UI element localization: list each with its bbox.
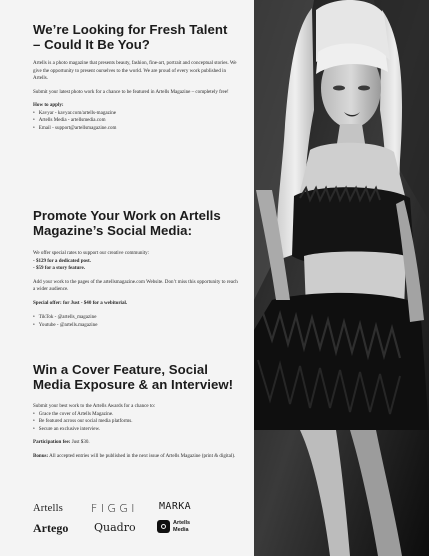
prize-cover: • Grace the cover of Artells Magazine.: [33, 411, 243, 419]
fashion-model-photo: [254, 0, 429, 556]
intro-paragraph: Artells is a photo magazine that presents beauty, fashion, fine-art, portrait and conceptual stories. We give the opportunity to present ourselves to the world. We are proud of every work published in Artells.: [33, 60, 237, 82]
apply-channel-kavyar: • Kavyar - kavyar.com/artells-magazine: [33, 110, 238, 118]
awards-intro: Submit your best work to the Artells Awards for a chance to:: [33, 403, 156, 410]
bonus-paragraph: [33, 453, 243, 461]
partner-logos: [33, 499, 238, 539]
social-tiktok: • TikTok - @artells_magazine: [33, 314, 238, 322]
social-youtube: • Youtube - @artells.magazine: [33, 322, 238, 330]
rates-intro: We offer special rates to support our creative community:: [33, 250, 150, 257]
fee-value: Just $30.: [71, 439, 90, 446]
awards-section: [33, 362, 243, 460]
participation-fee: [33, 439, 243, 447]
apply-channel-email: • Email - support@artellsmagazine.com: [33, 125, 238, 133]
marka-logo: MARKA: [159, 501, 192, 512]
figgi-logo: FIGGI: [91, 502, 138, 515]
artells-media-badge-icon: [157, 520, 170, 533]
prize-interview: • Secure an exclusive interview.: [33, 426, 243, 434]
prizes-block: [33, 403, 243, 433]
fresh-talent-heading: We’re Looking for Fresh Talent – Could It Be You?: [33, 22, 228, 53]
fee-label: Participation fee:: [33, 439, 71, 446]
artells-logo: Artells: [33, 503, 63, 514]
special-offer: Special offer: for Just - $40 for a webitorial.: [33, 299, 128, 306]
quadro-logo: Quadro: [94, 521, 136, 534]
model-photo-illustration: [254, 0, 429, 556]
submit-paragraph: Submit your latest photo work for a chance to be featured in Artells Magazine – completely free!: [33, 88, 229, 95]
apply-channels-list: [33, 110, 238, 133]
awards-heading: Win a Cover Feature, Social Media Exposure & an Interview!: [33, 362, 234, 393]
artells-media-wordmark: Artells Media: [173, 520, 191, 533]
apply-channel-artells-media: • Artells Media - artellsmedia.com: [33, 117, 238, 125]
how-to-apply-label: How to apply:: [33, 102, 64, 109]
social-accounts-list: [33, 314, 238, 329]
prizes-list: [33, 411, 243, 434]
social-media-heading: Promote Your Work on Artells Magazine’s Social Media:: [33, 208, 221, 239]
fresh-talent-section: [33, 22, 238, 132]
rate-dedicated-post: - $129 for a dedicated post.: [33, 257, 91, 264]
rate-story-feature: - $59 for a story feature.: [33, 265, 85, 272]
rates-block: [33, 250, 238, 273]
bonus-label: Bonus:: [33, 452, 49, 459]
social-media-promo-section: [33, 208, 238, 329]
bonus-text: All accepted entries will be published in the next issue of Artells Magazine (print & digital).: [49, 452, 236, 459]
website-paragraph: Add your work to the pages of the artellsmagazine.com Website. Don’t miss this opportunity to reach a wider audience.: [33, 278, 238, 293]
artego-logo: Artego: [33, 521, 69, 535]
prize-social: • Be featured across our social media platforms.: [33, 418, 243, 426]
